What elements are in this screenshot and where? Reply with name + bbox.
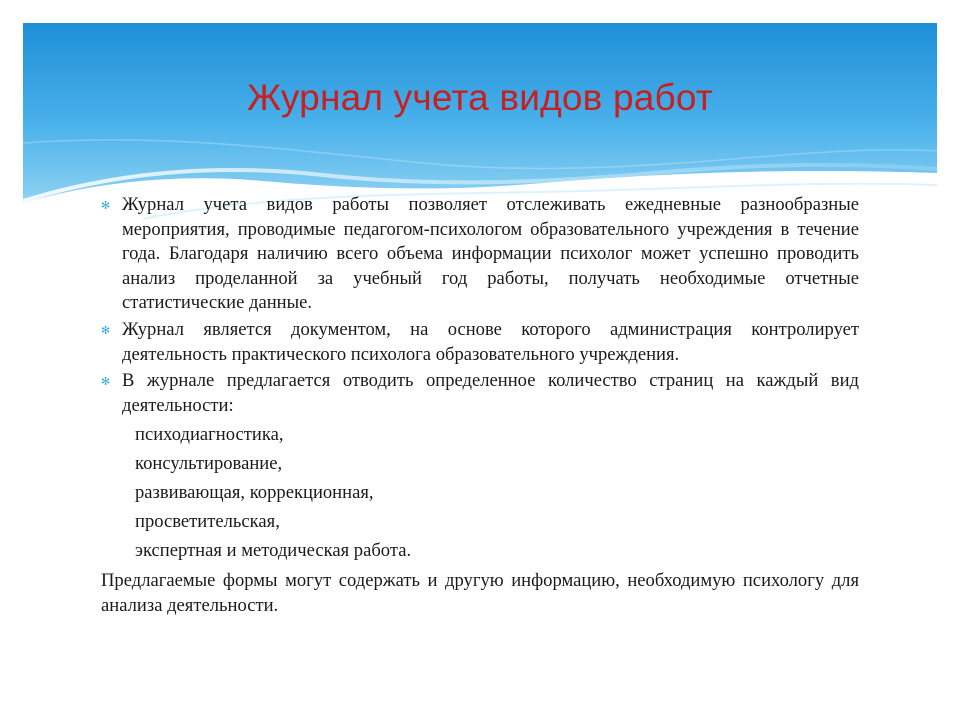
asterisk-bullet-icon: ✻ (101, 199, 111, 212)
bullet-text: Журнал учета видов работы позволяет отслеживать ежедневные разнообразные мероприятия, проводимые педагогом-психологом образовательного учреждения в течение года. Благодаря наличию всего объема информации психолог может успешно проводить анализ проделанной за учебный год работы, получать необходимые отчетные статистические данные. (122, 194, 859, 314)
bullet-item (101, 369, 859, 418)
slide-title: Журнал учета видов работ (246, 77, 714, 118)
activity-list-item: просветительская, (135, 511, 280, 533)
bullet-text: В журнале предлагается отводить определенное количество страниц на каждый вид деятельности: (122, 370, 859, 416)
slide (23, 23, 937, 699)
asterisk-bullet-icon: ✻ (101, 323, 111, 337)
bullet-item (101, 318, 859, 367)
activity-list-item: экспертная и методическая работа. (135, 540, 412, 562)
slide-body (101, 193, 859, 619)
bullet-item (101, 193, 859, 316)
closing-paragraph: Предлагаемые формы могут содержать и другую информацию, необходимую психологу для анализа деятельности. (101, 570, 859, 616)
activity-list-item: консультирование, (135, 453, 283, 475)
activity-list-item: развивающая, коррекционная, (135, 482, 374, 504)
bullet-text: Журнал является документом, на основе которого администрация контролирует деятельность практического психолога образовательного учреждения. (122, 318, 859, 365)
activity-list-item: психодиагностика, (135, 424, 284, 446)
asterisk-bullet-icon: ✻ (101, 375, 111, 389)
